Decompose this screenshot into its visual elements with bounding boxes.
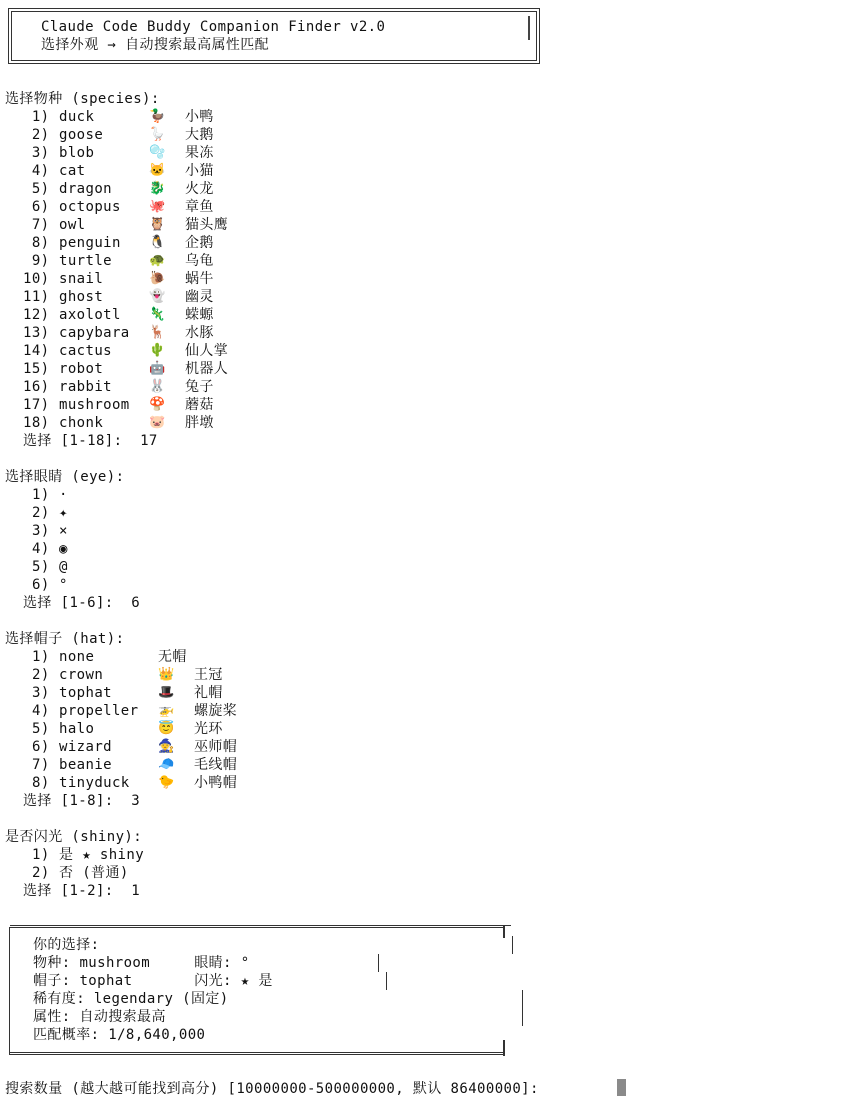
option-text: 否 (普通) xyxy=(59,865,129,881)
option-name: blob xyxy=(59,145,95,161)
option-number: 1) xyxy=(32,649,50,665)
option-chinese-name: 巫师帽 xyxy=(194,739,238,755)
eye-glyph: ◉ xyxy=(59,541,68,557)
option-chinese-name: 章鱼 xyxy=(185,199,214,215)
option-chinese-name: 小鸭 xyxy=(185,109,214,125)
eye-glyph: · xyxy=(59,487,68,503)
option-chinese-name: 兔子 xyxy=(185,379,214,395)
option-name: octopus xyxy=(59,199,121,215)
option-name: halo xyxy=(59,721,95,737)
option-chinese-name: 蜗牛 xyxy=(185,271,214,287)
crown-icon: 👑 xyxy=(158,667,175,682)
option-chinese-name: 火龙 xyxy=(185,181,214,197)
option-number: 15) xyxy=(23,361,50,377)
option-number: 7) xyxy=(23,217,50,233)
blob-icon: 🫧 xyxy=(149,145,166,160)
option-number: 3) xyxy=(32,685,50,701)
option-chinese-name: 机器人 xyxy=(185,361,229,377)
option-chinese-name: 蘑菇 xyxy=(185,397,214,413)
dragon-icon: 🐉 xyxy=(149,181,166,196)
option-number: 1) xyxy=(32,487,50,503)
app-title: Claude Code Buddy Companion Finder v2.0 xyxy=(41,19,386,35)
turtle-icon: 🐢 xyxy=(149,253,166,268)
option-chinese-name: 果冻 xyxy=(185,145,214,161)
shiny-choice: 选择 [1-2]: 1 xyxy=(23,883,141,899)
option-number: 2) xyxy=(32,505,50,521)
option-name: ghost xyxy=(59,289,104,305)
option-name: axolotl xyxy=(59,307,121,323)
cat-icon: 🐱 xyxy=(149,163,166,178)
option-number: 10) xyxy=(23,271,50,287)
option-number: 12) xyxy=(23,307,50,323)
summary-stats: 属性: 自动搜索最高 xyxy=(33,1009,166,1025)
option-name: propeller xyxy=(59,703,139,719)
option-name: tinyduck xyxy=(59,775,130,791)
owl-icon: 🦉 xyxy=(149,217,166,232)
summary-box-edge xyxy=(378,954,379,972)
octopus-icon: 🐙 xyxy=(149,199,166,214)
eye-glyph: @ xyxy=(59,559,68,575)
option-chinese-name: 猫头鹰 xyxy=(185,217,229,233)
option-number: 18) xyxy=(23,415,50,431)
option-number: 6) xyxy=(32,577,50,593)
option-chinese-name: 光环 xyxy=(194,721,223,737)
option-name: duck xyxy=(59,109,95,125)
eye-prompt: 选择眼睛 (eye): xyxy=(5,469,125,485)
option-number: 9) xyxy=(23,253,50,269)
axolotl-icon: 🦎 xyxy=(149,307,166,322)
species-choice: 选择 [1-18]: 17 xyxy=(23,433,158,449)
option-name: dragon xyxy=(59,181,112,197)
halo-icon: 😇 xyxy=(158,721,175,736)
tinyduck-icon: 🐤 xyxy=(158,775,175,790)
option-chinese-name: 毛线帽 xyxy=(194,757,238,773)
cactus-icon: 🌵 xyxy=(149,343,166,358)
option-chinese-name: 水豚 xyxy=(185,325,214,341)
option-name: tophat xyxy=(59,685,112,701)
option-chinese-name: 乌龟 xyxy=(185,253,214,269)
app-subtitle: 选择外观 → 自动搜索最高属性匹配 xyxy=(41,37,270,53)
summary-heading: 你的选择: xyxy=(33,937,100,953)
chonk-icon: 🐷 xyxy=(149,415,166,430)
snail-icon: 🐌 xyxy=(149,271,166,286)
option-name: rabbit xyxy=(59,379,112,395)
option-chinese-name: 礼帽 xyxy=(194,685,223,701)
summary-hat-shiny: 帽子: tophat 闪光: ★ 是 xyxy=(33,973,273,989)
option-name: cactus xyxy=(59,343,112,359)
goose-icon: 🪿 xyxy=(149,127,166,142)
eye-choice: 选择 [1-6]: 6 xyxy=(23,595,141,611)
option-number: 6) xyxy=(32,739,50,755)
option-number: 14) xyxy=(23,343,50,359)
shiny-prompt: 是否闪光 (shiny): xyxy=(5,829,143,845)
option-name: mushroom xyxy=(59,397,130,413)
option-number: 2) xyxy=(32,865,50,881)
mushroom-icon: 🍄 xyxy=(149,397,166,412)
rabbit-icon: 🐰 xyxy=(149,379,166,394)
option-name: chonk xyxy=(59,415,104,431)
option-number: 8) xyxy=(23,235,50,251)
summary-species-eye: 物种: mushroom 眼睛: ° xyxy=(33,955,250,971)
option-number: 8) xyxy=(32,775,50,791)
summary-rarity: 稀有度: legendary (固定) xyxy=(33,991,229,1007)
summary-box-edge xyxy=(503,1040,505,1056)
option-name: turtle xyxy=(59,253,112,269)
option-number: 7) xyxy=(32,757,50,773)
option-name: penguin xyxy=(59,235,121,251)
option-chinese-name: 螺旋桨 xyxy=(194,703,238,719)
summary-box-edge xyxy=(503,926,505,938)
ghost-icon: 👻 xyxy=(149,289,166,304)
option-chinese-name: 小鸭帽 xyxy=(194,775,238,791)
option-number: 5) xyxy=(23,181,50,197)
option-chinese-name: 幽灵 xyxy=(185,289,214,305)
input-cursor[interactable] xyxy=(617,1079,626,1096)
option-name: goose xyxy=(59,127,104,143)
hat-choice: 选择 [1-8]: 3 xyxy=(23,793,141,809)
summary-box-edge xyxy=(522,990,523,1026)
summary-probability: 匹配概率: 1/8,640,000 xyxy=(33,1027,206,1043)
option-number: 5) xyxy=(32,559,50,575)
option-name: beanie xyxy=(59,757,112,773)
option-name: owl xyxy=(59,217,86,233)
option-number: 4) xyxy=(32,703,50,719)
beanie-icon: 🧢 xyxy=(158,757,175,772)
option-number: 4) xyxy=(23,163,50,179)
search-count-prompt: 搜索数量 (越大越可能找到高分) [10000000-500000000, 默认 86400000]: xyxy=(5,1081,539,1097)
option-chinese-name: 蝾螈 xyxy=(185,307,214,323)
duck-icon: 🦆 xyxy=(149,109,166,124)
eye-glyph: ° xyxy=(59,577,68,593)
option-name: wizard xyxy=(59,739,112,755)
option-name: robot xyxy=(59,361,104,377)
option-number: 1) xyxy=(32,847,50,863)
option-number: 11) xyxy=(23,289,50,305)
option-name: none xyxy=(59,649,95,665)
propeller-icon: 🚁 xyxy=(158,703,175,718)
summary-box-edge xyxy=(512,936,513,954)
option-number: 13) xyxy=(23,325,50,341)
option-chinese-name: 无帽 xyxy=(158,649,187,665)
wizard-icon: 🧙 xyxy=(158,739,175,754)
option-chinese-name: 仙人掌 xyxy=(185,343,229,359)
option-name: crown xyxy=(59,667,104,683)
option-number: 4) xyxy=(32,541,50,557)
eye-glyph: ✦ xyxy=(59,505,68,521)
option-chinese-name: 大鹅 xyxy=(185,127,214,143)
option-number: 3) xyxy=(32,523,50,539)
tophat-icon: 🎩 xyxy=(158,685,175,700)
option-chinese-name: 小猫 xyxy=(185,163,214,179)
option-chinese-name: 企鹅 xyxy=(185,235,214,251)
option-name: snail xyxy=(59,271,104,287)
option-number: 16) xyxy=(23,379,50,395)
option-number: 3) xyxy=(23,145,50,161)
option-number: 5) xyxy=(32,721,50,737)
option-chinese-name: 胖墩 xyxy=(185,415,214,431)
option-number: 1) xyxy=(23,109,50,125)
option-text: 是 ★ shiny xyxy=(59,847,145,863)
option-number: 2) xyxy=(23,127,50,143)
option-chinese-name: 王冠 xyxy=(194,667,223,683)
hat-prompt: 选择帽子 (hat): xyxy=(5,631,125,647)
option-number: 6) xyxy=(23,199,50,215)
robot-icon: 🤖 xyxy=(149,361,166,376)
option-name: cat xyxy=(59,163,86,179)
penguin-icon: 🐧 xyxy=(149,235,166,250)
option-number: 17) xyxy=(23,397,50,413)
eye-glyph: × xyxy=(59,523,68,539)
option-name: capybara xyxy=(59,325,130,341)
capybara-icon: 🦌 xyxy=(149,325,166,340)
species-prompt: 选择物种 (species): xyxy=(5,91,160,107)
option-number: 2) xyxy=(32,667,50,683)
summary-box-edge xyxy=(386,972,387,990)
